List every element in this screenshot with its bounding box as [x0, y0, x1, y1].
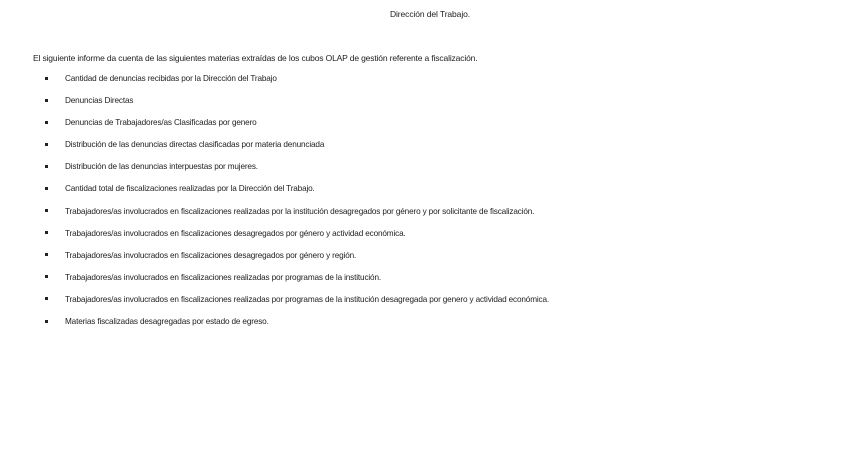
bullet-square-icon: [45, 209, 48, 212]
list-item-text: Distribución de las denuncias directas clasificadas por materia denunciada: [65, 140, 325, 150]
bullet-square-icon: [45, 320, 48, 323]
document-title: Dirección del Trabajo.: [389, 9, 470, 19]
list-item-text: Denuncias de Trabajadores/as Clasificadas por genero: [65, 118, 257, 128]
bullet-square-icon: [45, 165, 48, 168]
list-item-text: Trabajadores/as involucrados en fiscalizaciones realizadas por programas de la institución desagregada por genero y actividad económica.: [65, 294, 550, 304]
bullet-square-icon: [45, 77, 48, 80]
bullet-square-icon: [45, 297, 48, 300]
bullet-square-icon: [45, 253, 48, 256]
bullet-square-icon: [45, 143, 48, 146]
bullet-square-icon: [45, 231, 48, 234]
list-item-text: Materias fiscalizadas desagregadas por estado de egreso.: [65, 317, 269, 327]
bullet-square-icon: [45, 121, 48, 124]
list-item-text: Trabajadores/as involucrados en fiscalizaciones realizadas por programas de la institución.: [65, 272, 381, 282]
bullet-square-icon: [45, 99, 48, 102]
bullet-square-icon: [45, 187, 48, 190]
list-item-text: Cantidad de denuncias recibidas por la Dirección del Trabajo: [65, 74, 277, 83]
list-item-text: Distribución de las denuncias interpuestas por mujeres.: [65, 162, 258, 172]
list-item-text: Trabajadores/as involucrados en fiscalizaciones realizadas por la institución desagregados por género y por solicitante de fiscalización.: [65, 206, 535, 216]
list-item-text: Cantidad total de fiscalizaciones realizadas por la Dirección del Trabajo.: [65, 184, 315, 194]
bullet-square-icon: [45, 275, 48, 278]
list-item-text: Denuncias Directas: [65, 96, 134, 106]
list-item-text: Trabajadores/as involucrados en fiscalizaciones desagregados por género y actividad económica.: [65, 228, 406, 238]
list-item-text: Trabajadores/as involucrados en fiscalizaciones desagregados por género y región.: [65, 250, 357, 260]
intro-paragraph: El siguiente informe da cuenta de las siguientes materias extraídas de los cubos OLAP de gestión referente a fiscalización.: [33, 53, 478, 63]
